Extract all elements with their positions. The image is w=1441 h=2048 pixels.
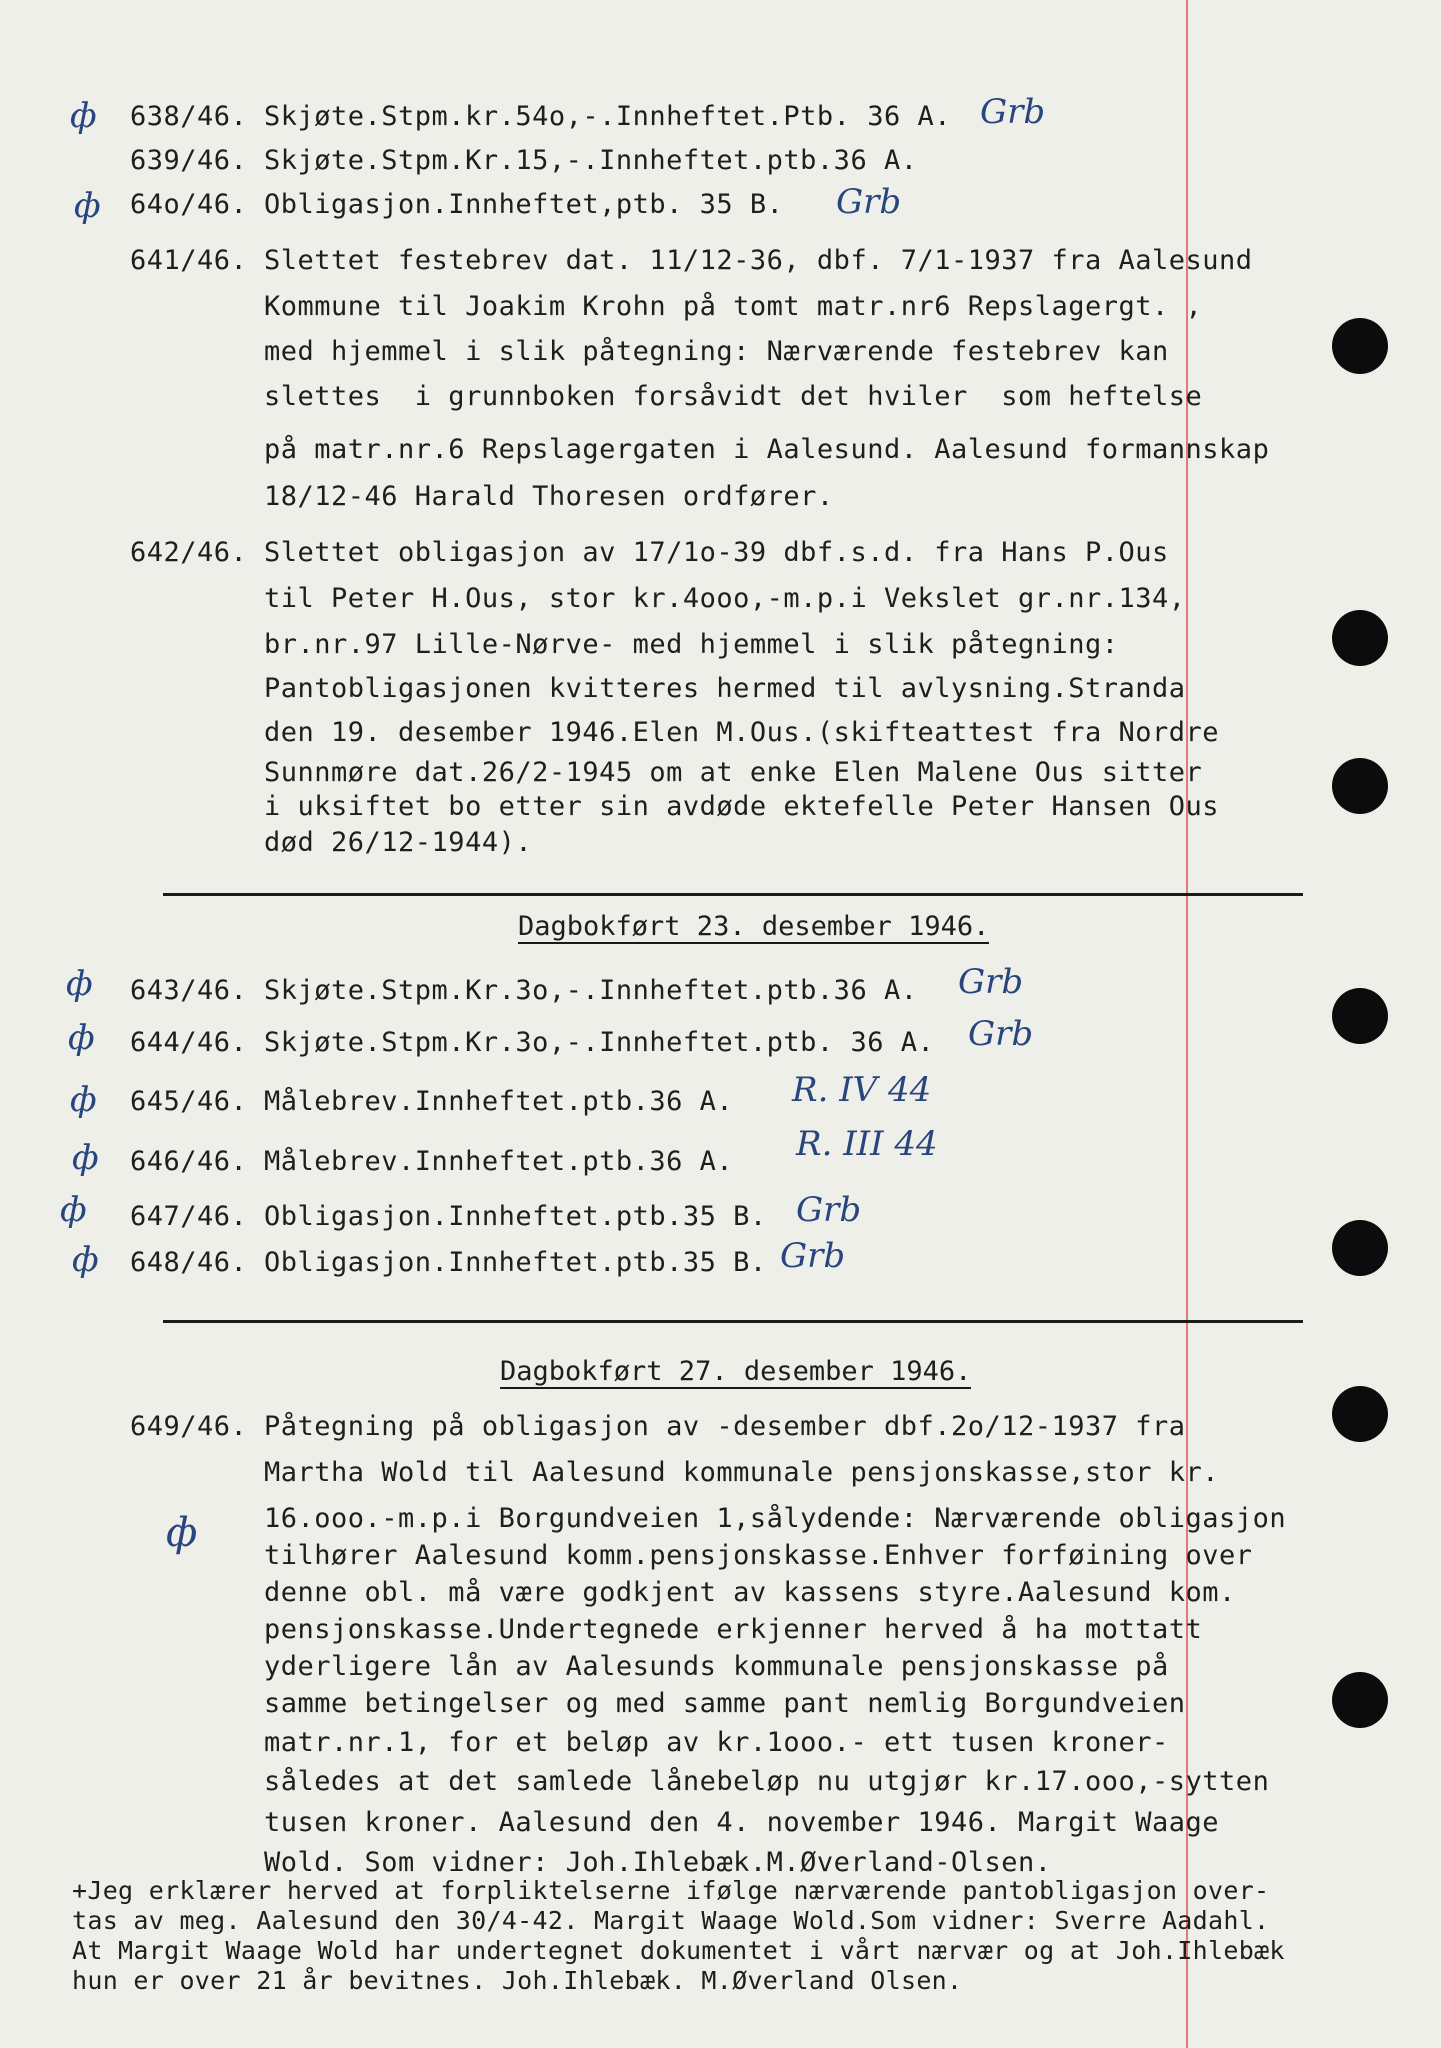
entry-649-line: tilhører Aalesund komm.pensjonskasse.Enhver forføining over xyxy=(264,1540,1253,1571)
footnote-line: hun er over 21 år bevitnes. Joh.Ihlebæk. M.Øverland Olsen. xyxy=(72,1966,963,1995)
entry-641-line: slettes i grunnboken forsåvidt det hviler som heftelse xyxy=(264,381,1203,412)
footnote-line: +Jeg erklærer herved at forpliktelserne ifølge nærværende pantobligasjon over- xyxy=(72,1876,1270,1905)
punch-hole xyxy=(1332,1220,1388,1276)
entry-640: 64o/46. Obligasjon.Innheftet,ptb. 35 B. xyxy=(130,189,784,220)
entry-642-line: br.nr.97 Lille-Nørve- med hjemmel i slik påtegning: xyxy=(264,629,1119,660)
entry-642-line: til Peter H.Ous, stor kr.4ooo,-m.p.i Vekslet gr.nr.134, xyxy=(264,583,1186,614)
entry-649-line: således at det samlede lånebeløp nu utgjør kr.17.ooo,-sytten xyxy=(264,1766,1270,1797)
entry-644: 644/46. Skjøte.Stpm.Kr.3o,-.Innheftet.ptb. 36 A. xyxy=(130,1027,935,1058)
entry-641-line: på matr.nr.6 Repslagergaten i Aalesund. Aalesund formannskap xyxy=(264,434,1270,465)
punch-hole xyxy=(1332,758,1388,814)
entry-649-line: tusen kroner. Aalesund den 4. november 1946. Margit Waage xyxy=(264,1807,1220,1838)
punch-hole xyxy=(1332,1672,1388,1728)
entry-641-line: 18/12-46 Harald Thoresen ordfører. xyxy=(264,481,834,512)
entry-642-line: Sunnmøre dat.26/2-1945 om at enke Elen Malene Ous sitter xyxy=(264,757,1203,788)
margin-tick: ф xyxy=(72,1240,99,1280)
margin-tick: ф xyxy=(68,1018,95,1058)
section-heading: Dagbokført 27. desember 1946. xyxy=(500,1356,972,1387)
entry-649-line: 16.ooo.-m.p.i Borgundveien 1,sålydende: Nærværende obligasjon xyxy=(264,1503,1287,1534)
entry-649-line: Wold. Som vidner: Joh.Ihlebæk.M.Øverland-Olsen. xyxy=(264,1847,1052,1878)
margin-tick: ф xyxy=(166,1510,198,1556)
entry-641-line: med hjemmel i slik påtegning: Nærværende festebrev kan xyxy=(264,336,1169,367)
entry-648: 648/46. Obligasjon.Innheftet.ptb.35 B. xyxy=(130,1247,767,1278)
handwritten-initials: Grb xyxy=(968,1014,1034,1054)
section-heading: Dagbokført 23. desember 1946. xyxy=(518,911,990,942)
handwritten-reference: R. III 44 xyxy=(796,1124,938,1164)
footnote-line: At Margit Waage Wold har undertegnet dokumentet i vårt nærvær og at Joh.Ihlebæk xyxy=(72,1936,1285,1965)
punch-hole xyxy=(1332,610,1388,666)
punch-hole xyxy=(1332,988,1388,1044)
entry-638: 638/46. Skjøte.Stpm.kr.54o,-.Innheftet.Ptb. 36 A. xyxy=(130,101,951,132)
margin-tick: ф xyxy=(74,186,101,226)
footnote-line: tas av meg. Aalesund den 30/4-42. Margit Waage Wold.Som vidner: Sverre Aadahl. xyxy=(72,1906,1270,1935)
handwritten-initials: Grb xyxy=(780,1236,846,1276)
section-divider xyxy=(163,1320,1303,1323)
entry-649-line: yderligere lån av Aalesunds kommunale pensjonskasse på xyxy=(264,1651,1169,1682)
handwritten-initials: Grb xyxy=(958,962,1024,1002)
entry-649-line: pensjonskasse.Undertegnede erkjenner herved å ha mottatt xyxy=(264,1614,1203,1645)
handwritten-reference: R. IV 44 xyxy=(792,1070,932,1110)
margin-tick: ф xyxy=(66,964,93,1004)
entry-642: 642/46. Slettet obligasjon av 17/1o-39 dbf.s.d. fra Hans P.Ous xyxy=(130,537,1169,568)
entry-639: 639/46. Skjøte.Stpm.Kr.15,-.Innheftet.ptb.36 A. xyxy=(130,145,918,176)
entry-642-line: i uksiftet bo etter sin avdøde ektefelle Peter Hansen Ous xyxy=(264,791,1220,822)
entry-647: 647/46. Obligasjon.Innheftet.ptb.35 B. xyxy=(130,1201,767,1232)
entry-642-line: død 26/12-1944). xyxy=(264,827,533,858)
handwritten-initials: Grb xyxy=(980,92,1046,132)
entry-649-line: samme betingelser og med samme pant nemlig Borgundveien xyxy=(264,1688,1186,1719)
punch-hole xyxy=(1332,318,1388,374)
margin-tick: ф xyxy=(70,1080,97,1120)
margin-tick: ф xyxy=(60,1190,87,1230)
entry-649-line: Martha Wold til Aalesund kommunale pensjonskasse,stor kr. xyxy=(264,1457,1220,1488)
entry-643: 643/46. Skjøte.Stpm.Kr.3o,-.Innheftet.ptb.36 A. xyxy=(130,975,918,1006)
entry-649-line: denne obl. må være godkjent av kassens styre.Aalesund kom. xyxy=(264,1577,1236,1608)
entry-642-line: den 19. desember 1946.Elen M.Ous.(skifteattest fra Nordre xyxy=(264,717,1220,748)
punch-hole xyxy=(1332,1386,1388,1442)
margin-tick: ф xyxy=(70,96,97,136)
entry-642-line: Pantobligasjonen kvitteres hermed til avlysning.Stranda xyxy=(264,673,1186,704)
section-divider xyxy=(163,893,1303,896)
handwritten-initials: Grb xyxy=(836,182,902,222)
entry-649: 649/46. Påtegning på obligasjon av -desember dbf.2o/12-1937 fra xyxy=(130,1411,1186,1442)
entry-641: 641/46. Slettet festebrev dat. 11/12-36, dbf. 7/1-1937 fra Aalesund xyxy=(130,245,1253,276)
entry-649-line: matr.nr.1, for et beløp av kr.1ooo.- ett tusen kroner- xyxy=(264,1727,1169,1758)
entry-645: 645/46. Målebrev.Innheftet.ptb.36 A. xyxy=(130,1086,734,1117)
entry-641-line: Kommune til Joakim Krohn på tomt matr.nr6 Repslagergt. , xyxy=(264,291,1203,322)
handwritten-initials: Grb xyxy=(796,1190,862,1230)
margin-tick: ф xyxy=(72,1138,99,1178)
entry-646: 646/46. Målebrev.Innheftet.ptb.36 A. xyxy=(130,1146,734,1177)
